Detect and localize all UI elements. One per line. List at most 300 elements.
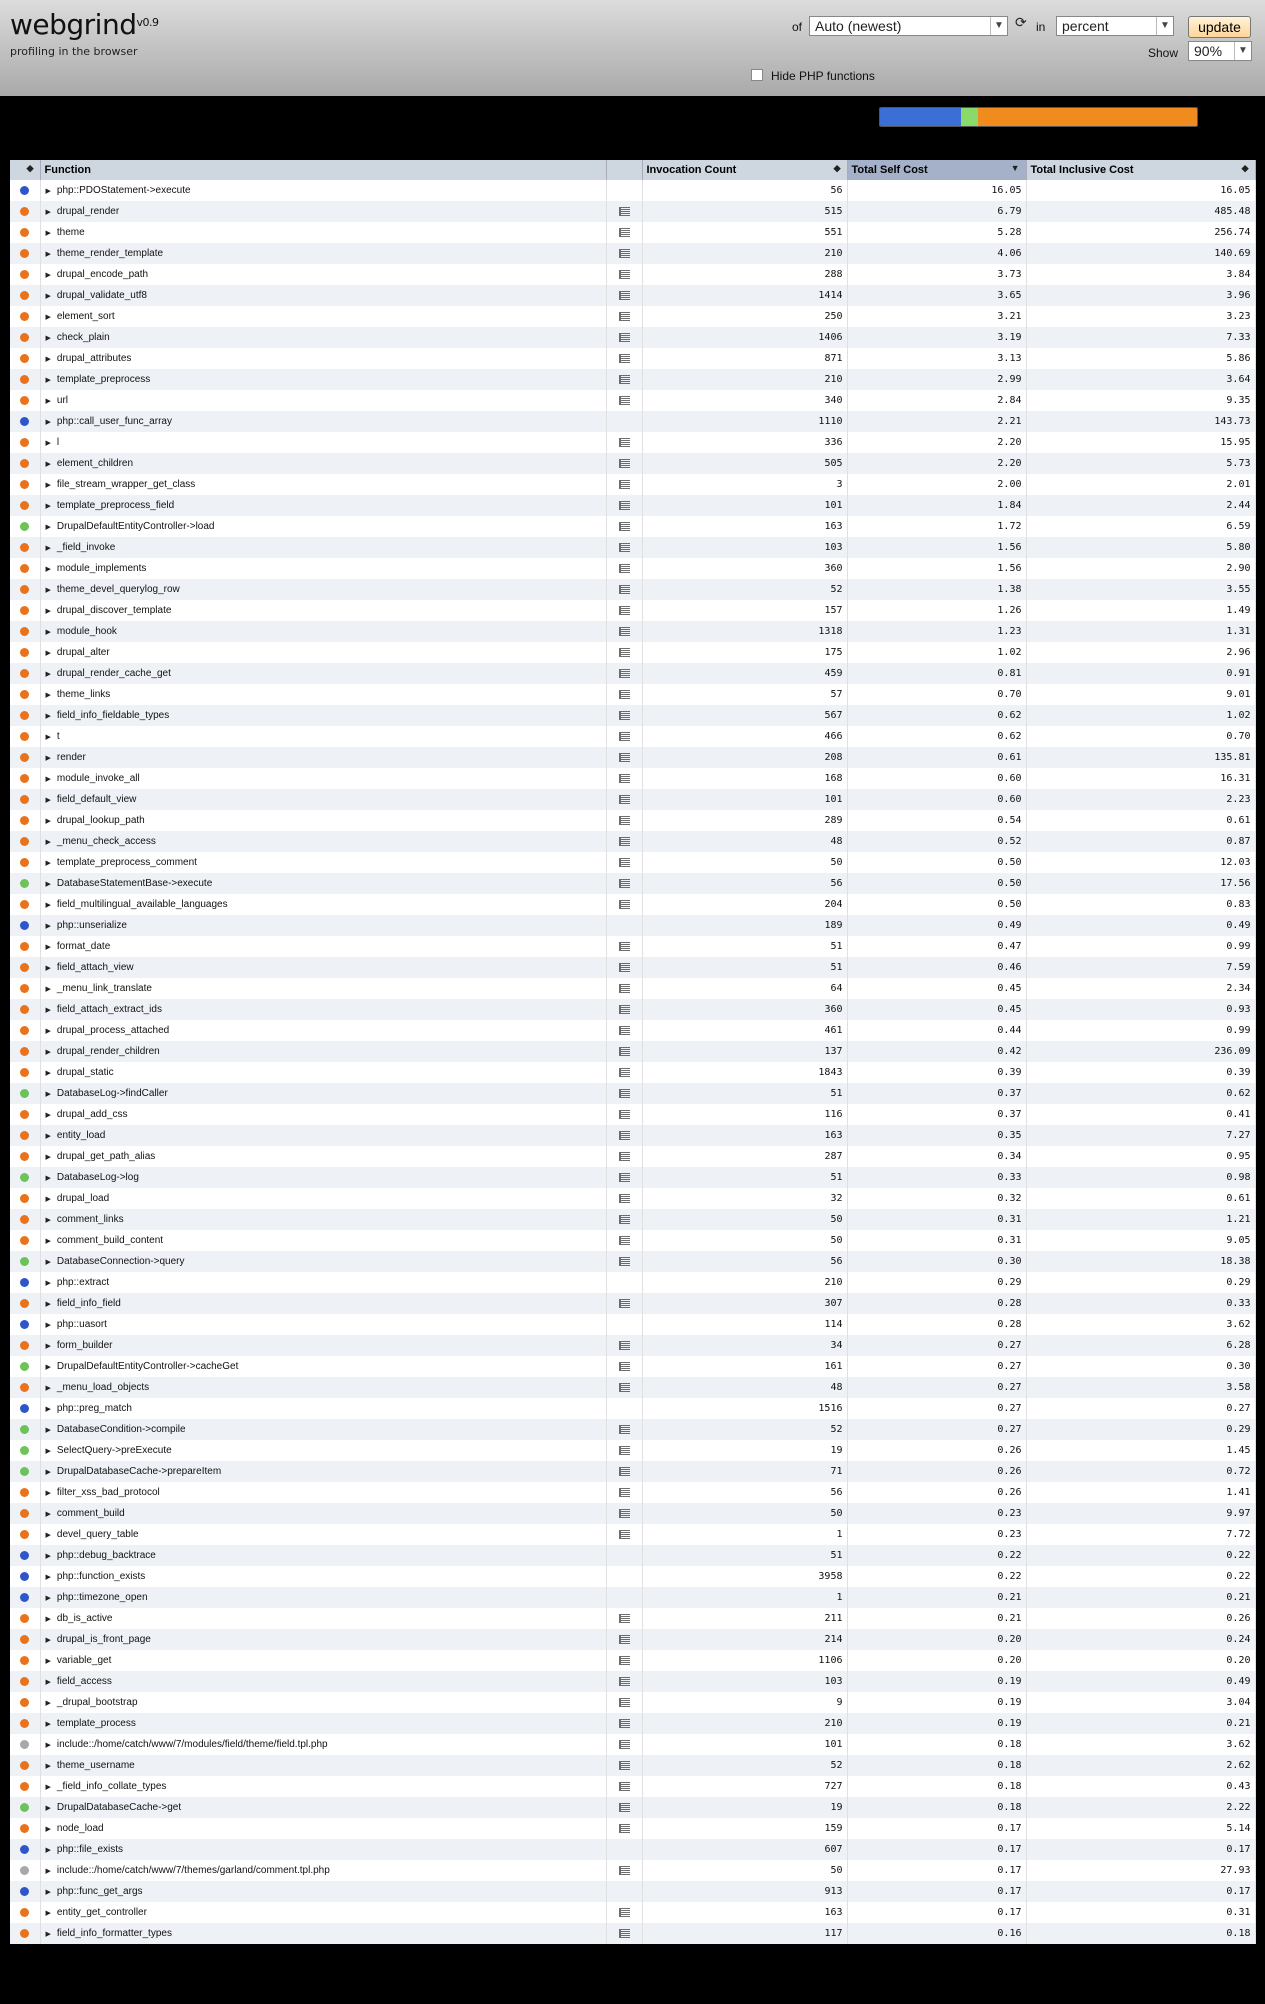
table-row[interactable] (10, 1356, 1255, 1377)
file-view-icon[interactable] (619, 627, 630, 636)
table-row[interactable] (10, 516, 1255, 537)
expand-triangle-icon[interactable]: ▶ (45, 1112, 51, 1119)
file-view-icon[interactable] (619, 1908, 630, 1917)
callgraph-cell[interactable] (606, 1062, 642, 1083)
reload-icon[interactable]: ⟳ (1015, 15, 1027, 31)
table-row[interactable] (10, 999, 1255, 1020)
callgraph-cell[interactable] (606, 1671, 642, 1692)
function-name-cell[interactable]: ▶ template_preprocess_comment (40, 852, 606, 873)
expand-triangle-icon[interactable]: ▶ (45, 1700, 51, 1707)
expand-triangle-icon[interactable]: ▶ (45, 839, 51, 846)
table-row[interactable] (10, 810, 1255, 831)
callgraph-cell[interactable] (606, 1293, 642, 1314)
expand-triangle-icon[interactable]: ▶ (45, 419, 51, 426)
callgraph-cell[interactable] (606, 726, 642, 747)
function-name-cell[interactable]: ▶ field_attach_view (40, 957, 606, 978)
file-view-icon[interactable] (619, 1173, 630, 1182)
function-name-cell[interactable]: ▶ DrupalDatabaseCache->get (40, 1797, 606, 1818)
function-name-cell[interactable]: ▶ module_hook (40, 621, 606, 642)
callgraph-cell[interactable] (606, 1524, 642, 1545)
function-name-cell[interactable]: ▶ field_info_fieldable_types (40, 705, 606, 726)
function-name-cell[interactable]: ▶ entity_load (40, 1125, 606, 1146)
callgraph-cell[interactable] (606, 1629, 642, 1650)
function-name-cell[interactable]: ▶ field_access (40, 1671, 606, 1692)
callgraph-cell[interactable] (606, 474, 642, 495)
function-name-cell[interactable]: ▶ t (40, 726, 606, 747)
file-view-icon[interactable] (619, 291, 630, 300)
function-name-cell[interactable]: ▶ variable_get (40, 1650, 606, 1671)
callgraph-cell[interactable] (606, 1230, 642, 1251)
expand-triangle-icon[interactable]: ▶ (45, 1385, 51, 1392)
expand-triangle-icon[interactable]: ▶ (45, 1154, 51, 1161)
expand-triangle-icon[interactable]: ▶ (45, 755, 51, 762)
file-view-icon[interactable] (619, 1089, 630, 1098)
file-view-icon[interactable] (619, 333, 630, 342)
function-name-cell[interactable]: ▶ comment_build_content (40, 1230, 606, 1251)
invocation-count-column-header[interactable]: Invocation Count ◆ (642, 160, 847, 180)
table-row[interactable] (10, 1545, 1255, 1566)
file-view-icon[interactable] (619, 270, 630, 279)
function-name-cell[interactable]: ▶ include::/home/catch/www/7/themes/garland/comment.tpl.php (40, 1860, 606, 1881)
callgraph-cell[interactable] (606, 1797, 642, 1818)
table-row[interactable] (10, 642, 1255, 663)
expand-triangle-icon[interactable]: ▶ (45, 1259, 51, 1266)
function-name-cell[interactable]: ▶ theme_links (40, 684, 606, 705)
file-view-icon[interactable] (619, 1824, 630, 1833)
function-name-cell[interactable]: ▶ DrupalDefaultEntityController->load (40, 516, 606, 537)
callgraph-cell[interactable] (606, 978, 642, 999)
expand-triangle-icon[interactable]: ▶ (45, 818, 51, 825)
table-row[interactable] (10, 726, 1255, 747)
table-row[interactable] (10, 264, 1255, 285)
table-row[interactable] (10, 1167, 1255, 1188)
function-name-cell[interactable]: ▶ drupal_static (40, 1062, 606, 1083)
expand-triangle-icon[interactable]: ▶ (45, 335, 51, 342)
expand-triangle-icon[interactable]: ▶ (45, 1196, 51, 1203)
table-row[interactable] (10, 1083, 1255, 1104)
file-view-icon[interactable] (619, 1152, 630, 1161)
table-row[interactable] (10, 1314, 1255, 1335)
expand-triangle-icon[interactable]: ▶ (45, 1280, 51, 1287)
table-row[interactable] (10, 369, 1255, 390)
file-view-icon[interactable] (619, 228, 630, 237)
file-view-icon[interactable] (619, 1635, 630, 1644)
file-view-icon[interactable] (619, 480, 630, 489)
callgraph-cell[interactable] (606, 579, 642, 600)
table-row[interactable] (10, 1608, 1255, 1629)
function-name-cell[interactable]: ▶ theme_devel_querylog_row (40, 579, 606, 600)
table-row[interactable] (10, 1020, 1255, 1041)
hide-php-functions[interactable] (751, 69, 875, 83)
callgraph-cell[interactable] (606, 1755, 642, 1776)
file-view-icon[interactable] (619, 606, 630, 615)
table-row[interactable] (10, 495, 1255, 516)
expand-triangle-icon[interactable]: ▶ (45, 1574, 51, 1581)
table-row[interactable] (10, 411, 1255, 432)
expand-triangle-icon[interactable]: ▶ (45, 1868, 51, 1875)
callgraph-cell[interactable] (606, 495, 642, 516)
function-name-cell[interactable]: ▶ _field_invoke (40, 537, 606, 558)
table-row[interactable] (10, 390, 1255, 411)
expand-triangle-icon[interactable]: ▶ (45, 608, 51, 615)
callgraph-cell[interactable] (606, 558, 642, 579)
file-view-icon[interactable] (619, 1740, 630, 1749)
file-view-icon[interactable] (619, 858, 630, 867)
file-view-icon[interactable] (619, 1761, 630, 1770)
function-name-cell[interactable]: ▶ field_multilingual_available_languages (40, 894, 606, 915)
callgraph-cell[interactable] (606, 1776, 642, 1797)
expand-triangle-icon[interactable]: ▶ (45, 1805, 51, 1812)
table-row[interactable] (10, 1041, 1255, 1062)
expand-triangle-icon[interactable]: ▶ (45, 797, 51, 804)
file-view-icon[interactable] (619, 501, 630, 510)
callgraph-cell[interactable] (606, 999, 642, 1020)
function-name-cell[interactable]: ▶ field_default_view (40, 789, 606, 810)
expand-triangle-icon[interactable]: ▶ (45, 965, 51, 972)
table-row[interactable] (10, 1482, 1255, 1503)
file-view-icon[interactable] (619, 1488, 630, 1497)
callgraph-cell[interactable] (606, 1734, 642, 1755)
expand-triangle-icon[interactable]: ▶ (45, 1238, 51, 1245)
function-name-cell[interactable]: ▶ comment_links (40, 1209, 606, 1230)
callgraph-cell[interactable] (606, 1020, 642, 1041)
file-view-icon[interactable] (619, 1131, 630, 1140)
function-name-cell[interactable]: ▶ php::call_user_func_array (40, 411, 606, 432)
function-name-cell[interactable]: ▶ db_is_active (40, 1608, 606, 1629)
expand-triangle-icon[interactable]: ▶ (45, 1469, 51, 1476)
callgraph-cell[interactable] (606, 621, 642, 642)
callgraph-cell[interactable] (606, 222, 642, 243)
table-row[interactable] (10, 873, 1255, 894)
unit-select[interactable]: percent ▼ (1056, 16, 1174, 36)
table-row[interactable] (10, 222, 1255, 243)
expand-triangle-icon[interactable]: ▶ (45, 1847, 51, 1854)
function-name-cell[interactable]: ▶ drupal_render_cache_get (40, 663, 606, 684)
table-row[interactable] (10, 1923, 1255, 1944)
function-name-cell[interactable]: ▶ drupal_lookup_path (40, 810, 606, 831)
file-view-icon[interactable] (619, 1299, 630, 1308)
callgraph-cell[interactable] (606, 1482, 642, 1503)
table-row[interactable] (10, 558, 1255, 579)
inclusive-cost-column-header[interactable]: Total Inclusive Cost ◆ (1026, 160, 1255, 180)
function-name-cell[interactable]: ▶ drupal_attributes (40, 348, 606, 369)
table-row[interactable] (10, 1146, 1255, 1167)
expand-triangle-icon[interactable]: ▶ (45, 524, 51, 531)
expand-triangle-icon[interactable]: ▶ (45, 1007, 51, 1014)
expand-triangle-icon[interactable]: ▶ (45, 671, 51, 678)
expand-triangle-icon[interactable]: ▶ (45, 860, 51, 867)
table-row[interactable] (10, 1818, 1255, 1839)
callgraph-cell[interactable] (606, 1209, 642, 1230)
table-row[interactable] (10, 1335, 1255, 1356)
function-name-cell[interactable]: ▶ element_sort (40, 306, 606, 327)
function-name-cell[interactable]: ▶ field_attach_extract_ids (40, 999, 606, 1020)
callgraph-cell[interactable] (606, 1692, 642, 1713)
file-view-icon[interactable] (619, 354, 630, 363)
file-view-icon[interactable] (619, 1698, 630, 1707)
callgraph-cell[interactable] (606, 1440, 642, 1461)
expand-triangle-icon[interactable]: ▶ (45, 923, 51, 930)
file-view-icon[interactable] (619, 1047, 630, 1056)
file-view-icon[interactable] (619, 795, 630, 804)
callgraph-cell[interactable] (606, 369, 642, 390)
file-view-icon[interactable] (619, 837, 630, 846)
callgraph-cell[interactable] (606, 1503, 642, 1524)
function-name-cell[interactable]: ▶ render (40, 747, 606, 768)
file-view-icon[interactable] (619, 690, 630, 699)
table-row[interactable] (10, 1125, 1255, 1146)
file-view-icon[interactable] (619, 1005, 630, 1014)
function-name-cell[interactable]: ▶ php::file_exists (40, 1839, 606, 1860)
table-row[interactable] (10, 1062, 1255, 1083)
expand-triangle-icon[interactable]: ▶ (45, 1658, 51, 1665)
file-view-icon[interactable] (619, 1866, 630, 1875)
expand-triangle-icon[interactable]: ▶ (45, 1049, 51, 1056)
file-view-icon[interactable] (619, 1194, 630, 1203)
expand-triangle-icon[interactable]: ▶ (45, 629, 51, 636)
expand-triangle-icon[interactable]: ▶ (45, 461, 51, 468)
callgraph-cell[interactable] (606, 537, 642, 558)
table-row[interactable] (10, 1587, 1255, 1608)
file-view-icon[interactable] (619, 1467, 630, 1476)
table-row[interactable] (10, 432, 1255, 453)
table-row[interactable] (10, 684, 1255, 705)
table-row[interactable] (10, 1461, 1255, 1482)
callgraph-cell[interactable] (606, 1377, 642, 1398)
callgraph-cell[interactable] (606, 1188, 642, 1209)
file-view-icon[interactable] (619, 816, 630, 825)
callgraph-cell[interactable] (606, 1608, 642, 1629)
expand-triangle-icon[interactable]: ▶ (45, 1511, 51, 1518)
function-column-header[interactable]: Function (40, 160, 606, 180)
file-view-icon[interactable] (619, 963, 630, 972)
function-name-cell[interactable]: ▶ _field_info_collate_types (40, 1776, 606, 1797)
expand-triangle-icon[interactable]: ▶ (45, 1364, 51, 1371)
file-view-icon[interactable] (619, 711, 630, 720)
file-view-icon[interactable] (619, 564, 630, 573)
function-name-cell[interactable]: ▶ template_preprocess_field (40, 495, 606, 516)
file-view-icon[interactable] (619, 753, 630, 762)
callgraph-cell[interactable] (606, 201, 642, 222)
file-view-icon[interactable] (619, 1782, 630, 1791)
callgraph-cell[interactable] (606, 810, 642, 831)
table-row[interactable] (10, 1797, 1255, 1818)
expand-triangle-icon[interactable]: ▶ (45, 272, 51, 279)
file-view-icon[interactable] (619, 1929, 630, 1938)
table-row[interactable] (10, 831, 1255, 852)
expand-triangle-icon[interactable]: ▶ (45, 734, 51, 741)
callgraph-cell[interactable] (606, 663, 642, 684)
callgraph-cell[interactable] (606, 348, 642, 369)
expand-triangle-icon[interactable]: ▶ (45, 356, 51, 363)
callgraph-cell[interactable] (606, 1923, 642, 1944)
file-view-icon[interactable] (619, 1341, 630, 1350)
table-row[interactable] (10, 789, 1255, 810)
table-row[interactable] (10, 915, 1255, 936)
callgraph-cell[interactable] (606, 747, 642, 768)
table-row[interactable] (10, 1650, 1255, 1671)
callgraph-cell[interactable] (606, 768, 642, 789)
function-name-cell[interactable]: ▶ php::func_get_args (40, 1881, 606, 1902)
table-row[interactable] (10, 1566, 1255, 1587)
expand-triangle-icon[interactable]: ▶ (45, 398, 51, 405)
expand-triangle-icon[interactable]: ▶ (45, 1406, 51, 1413)
file-view-icon[interactable] (619, 1236, 630, 1245)
table-row[interactable] (10, 1776, 1255, 1797)
expand-triangle-icon[interactable]: ▶ (45, 1448, 51, 1455)
expand-triangle-icon[interactable]: ▶ (45, 1091, 51, 1098)
hide-php-checkbox[interactable] (751, 69, 763, 81)
file-view-icon[interactable] (619, 648, 630, 657)
file-view-icon[interactable] (619, 396, 630, 405)
function-name-cell[interactable]: ▶ comment_build (40, 1503, 606, 1524)
expand-triangle-icon[interactable]: ▶ (45, 1721, 51, 1728)
table-row[interactable] (10, 1755, 1255, 1776)
function-name-cell[interactable]: ▶ template_process (40, 1713, 606, 1734)
expand-triangle-icon[interactable]: ▶ (45, 1763, 51, 1770)
table-row[interactable] (10, 1902, 1255, 1923)
callgraph-cell[interactable] (606, 873, 642, 894)
function-name-cell[interactable]: ▶ DatabaseCondition->compile (40, 1419, 606, 1440)
file-select[interactable]: Auto (newest) ▼ (809, 16, 1008, 36)
table-row[interactable] (10, 327, 1255, 348)
file-view-icon[interactable] (619, 312, 630, 321)
file-view-icon[interactable] (619, 543, 630, 552)
table-row[interactable] (10, 201, 1255, 222)
table-row[interactable] (10, 1272, 1255, 1293)
callgraph-cell[interactable] (606, 831, 642, 852)
function-name-cell[interactable]: ▶ form_builder (40, 1335, 606, 1356)
expand-triangle-icon[interactable]: ▶ (45, 1301, 51, 1308)
callgraph-cell[interactable] (606, 1860, 642, 1881)
function-name-cell[interactable]: ▶ check_plain (40, 327, 606, 348)
function-name-cell[interactable]: ▶ _drupal_bootstrap (40, 1692, 606, 1713)
callgraph-cell[interactable] (606, 1461, 642, 1482)
function-name-cell[interactable]: ▶ drupal_discover_template (40, 600, 606, 621)
file-view-icon[interactable] (619, 585, 630, 594)
file-view-icon[interactable] (619, 1068, 630, 1077)
expand-triangle-icon[interactable]: ▶ (45, 1889, 51, 1896)
table-row[interactable] (10, 1419, 1255, 1440)
callgraph-cell[interactable] (606, 1041, 642, 1062)
file-view-icon[interactable] (619, 1614, 630, 1623)
file-view-icon[interactable] (619, 249, 630, 258)
callgraph-cell[interactable] (606, 453, 642, 474)
expand-triangle-icon[interactable]: ▶ (45, 1322, 51, 1329)
table-row[interactable] (10, 1881, 1255, 1902)
callgraph-cell[interactable] (606, 600, 642, 621)
expand-triangle-icon[interactable]: ▶ (45, 1133, 51, 1140)
expand-triangle-icon[interactable]: ▶ (45, 776, 51, 783)
function-name-cell[interactable]: ▶ DrupalDatabaseCache->prepareItem (40, 1461, 606, 1482)
callgraph-cell[interactable] (606, 705, 642, 726)
function-name-cell[interactable]: ▶ php::uasort (40, 1314, 606, 1335)
function-name-cell[interactable]: ▶ drupal_process_attached (40, 1020, 606, 1041)
file-view-icon[interactable] (619, 438, 630, 447)
file-view-icon[interactable] (619, 732, 630, 741)
table-row[interactable] (10, 579, 1255, 600)
table-row[interactable] (10, 936, 1255, 957)
update-button[interactable]: update (1188, 16, 1251, 38)
expand-triangle-icon[interactable]: ▶ (45, 1427, 51, 1434)
expand-triangle-icon[interactable]: ▶ (45, 587, 51, 594)
function-name-cell[interactable]: ▶ drupal_add_css (40, 1104, 606, 1125)
expand-triangle-icon[interactable]: ▶ (45, 713, 51, 720)
function-name-cell[interactable]: ▶ php::extract (40, 1272, 606, 1293)
expand-triangle-icon[interactable]: ▶ (45, 1826, 51, 1833)
table-row[interactable] (10, 243, 1255, 264)
expand-triangle-icon[interactable]: ▶ (45, 566, 51, 573)
show-select[interactable]: 90% ▼ (1188, 41, 1252, 61)
expand-triangle-icon[interactable]: ▶ (45, 1490, 51, 1497)
table-row[interactable] (10, 1251, 1255, 1272)
file-view-icon[interactable] (619, 1446, 630, 1455)
file-view-icon[interactable] (619, 669, 630, 678)
callgraph-cell[interactable] (606, 789, 642, 810)
table-row[interactable] (10, 474, 1255, 495)
function-name-cell[interactable]: ▶ field_info_formatter_types (40, 1923, 606, 1944)
callgraph-cell[interactable] (606, 1419, 642, 1440)
function-name-cell[interactable]: ▶ element_children (40, 453, 606, 474)
callgraph-cell[interactable] (606, 1713, 642, 1734)
file-view-icon[interactable] (619, 1719, 630, 1728)
function-name-cell[interactable]: ▶ _menu_link_translate (40, 978, 606, 999)
expand-triangle-icon[interactable]: ▶ (45, 1553, 51, 1560)
function-name-cell[interactable]: ▶ theme (40, 222, 606, 243)
function-name-cell[interactable]: ▶ DatabaseStatementBase->execute (40, 873, 606, 894)
function-name-cell[interactable]: ▶ field_info_field (40, 1293, 606, 1314)
callgraph-cell[interactable] (606, 285, 642, 306)
expand-triangle-icon[interactable]: ▶ (45, 230, 51, 237)
function-name-cell[interactable]: ▶ php::function_exists (40, 1566, 606, 1587)
file-view-icon[interactable] (619, 1530, 630, 1539)
expand-triangle-icon[interactable]: ▶ (45, 1637, 51, 1644)
function-name-cell[interactable]: ▶ include::/home/catch/www/7/modules/field/theme/field.tpl.php (40, 1734, 606, 1755)
expand-triangle-icon[interactable]: ▶ (45, 188, 51, 195)
table-row[interactable] (10, 957, 1255, 978)
callgraph-cell[interactable] (606, 1335, 642, 1356)
function-name-cell[interactable]: ▶ devel_query_table (40, 1524, 606, 1545)
function-name-cell[interactable]: ▶ php::debug_backtrace (40, 1545, 606, 1566)
callgraph-cell[interactable] (606, 516, 642, 537)
file-view-icon[interactable] (619, 879, 630, 888)
table-row[interactable] (10, 1188, 1255, 1209)
table-row[interactable] (10, 1860, 1255, 1881)
file-view-icon[interactable] (619, 1026, 630, 1035)
file-view-icon[interactable] (619, 1362, 630, 1371)
callgraph-cell[interactable] (606, 1104, 642, 1125)
table-row[interactable] (10, 180, 1255, 201)
function-name-cell[interactable]: ▶ DatabaseLog->findCaller (40, 1083, 606, 1104)
table-row[interactable] (10, 537, 1255, 558)
expand-triangle-icon[interactable]: ▶ (45, 1175, 51, 1182)
table-row[interactable] (10, 978, 1255, 999)
function-name-cell[interactable]: ▶ drupal_alter (40, 642, 606, 663)
table-row[interactable] (10, 852, 1255, 873)
table-row[interactable] (10, 894, 1255, 915)
table-row[interactable] (10, 285, 1255, 306)
callgraph-cell[interactable] (606, 1083, 642, 1104)
table-row[interactable] (10, 1398, 1255, 1419)
callgraph-cell[interactable] (606, 894, 642, 915)
table-row[interactable] (10, 768, 1255, 789)
callgraph-cell[interactable] (606, 1818, 642, 1839)
table-row[interactable] (10, 1503, 1255, 1524)
expand-triangle-icon[interactable]: ▶ (45, 314, 51, 321)
file-view-icon[interactable] (619, 1509, 630, 1518)
function-name-cell[interactable]: ▶ entity_get_controller (40, 1902, 606, 1923)
expand-triangle-icon[interactable]: ▶ (45, 1532, 51, 1539)
